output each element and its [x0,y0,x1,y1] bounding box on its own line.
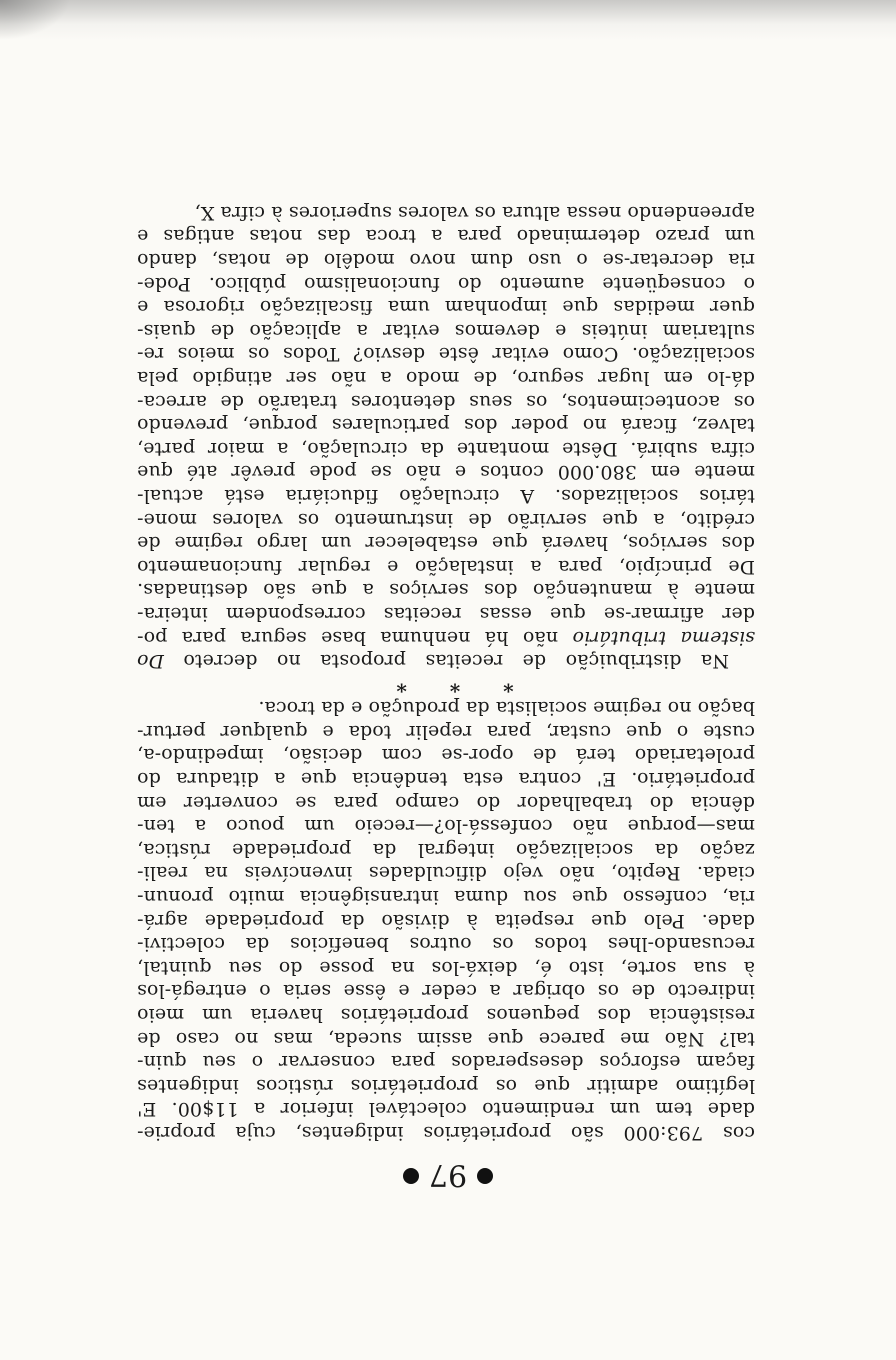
text-line: mente à manutenção dos serviços a que são destinadas. [137,579,755,602]
text-line: resistência dos pequenos proprietários haveria um meio [137,1004,755,1027]
text-line: zação da socialização integral da propriedade rústica, [137,838,755,861]
body-text [137,200,755,1144]
text-line: mas—porque não confessá-lo?—receio um pouco a ten- [137,815,755,838]
section-separator: * * * [378,672,514,697]
text-line [137,625,755,649]
text-line: dade tem um rendimento colectável inferior a 11$00. E' [137,1098,755,1121]
text-line: socialização. Como evitar êste desvio? Todos os meios re- [137,343,755,366]
text-line: talvez, ficará no poder dos particulares porque, prevendo [137,414,755,437]
text-line: ria, confesso que sou duma intransigência muito pronun- [137,886,755,909]
text-line [137,649,755,673]
text-line: dá-lo em lugar seguro, de modo a não ser atingido pela [137,367,755,389]
text-line: sultariam inúteis e devemos evitar a aplicação de quais- [137,319,755,342]
text-line: proprietário. E' contra esta tendência que a ditadura do [137,768,755,791]
text-line: der afirmar-se que essas receitas correspondem inteira- [137,602,755,625]
text-line: tários socializados. A circulação fiduciária está actual- [137,484,755,507]
text-line: ciada. Repito, não vejo dificuldades invencíveis na reali- [137,862,755,885]
text-run: Na distribuição de receitas proposta no decreto [163,650,729,673]
bullet-left-icon [477,1168,493,1184]
text-line: recusando-lhes todos os outros benefícios da colectivi- [137,933,755,956]
text-line: façam esforços desesperados para conservar o seu quin- [137,1051,755,1074]
text-line: tal? Não me parece que assim suceda, mas no caso de [137,1027,755,1050]
text-line: legítimo admitir que os proprietários rústicos indigentes [137,1074,755,1097]
text-line: De princípio, para a instalação e regular funcionamento [137,555,755,578]
text-line: à sua sorte, isto é, deixá-los na posse do seu quintal, [137,956,755,979]
page-header [0,1159,896,1190]
text-run: não há nenhuma base segura para po- [137,626,573,649]
text-line: bação no regime socialista da produção e da troca. [258,697,755,720]
text-line: crédito, a que servirão de instrumento os valores mone- [137,508,755,531]
text-line: os acontecimentos, os seus detentores tratarão de arreca- [137,390,755,413]
text-run-italic: sistema tributário [572,626,755,649]
text-line: cos 793:000 são proprietários indigentes, cuja proprie- [137,1122,755,1144]
text-line: custe o que custar, para repelir toda e qualquer pertur- [137,720,755,743]
text-line: indirecto de os obrigar a ceder e êsse seria o entregá-los [137,980,755,1003]
text-line: apreendendo nessa altura os valores superiores à cifra X, [194,201,755,224]
text-line: cifra subirá. Dêste montante da circulação, a maior parte, [137,437,755,460]
text-line: dos serviços, haverá que estabelecer um largo regime de [137,532,755,555]
text-run-italic: Do [137,650,164,673]
text-line: mente em 380.000 contos e não se pode prevêr até que [137,461,755,484]
text-line: dade. Pelo que respeita à divisão da propriedade agrá- [137,909,755,932]
text-line: quer medidas que imponham uma fiscalização rigorosa e [137,296,755,319]
bullet-right-icon [403,1168,419,1184]
text-line: proletariado terá de opor-se com decisão, impedindo-a, [137,744,755,767]
text-line: dência do trabalhador do campo para se converter em [137,791,755,814]
page-number: 97 [428,1157,468,1192]
text-line: um prazo determinado para a troca das notas antigas e [137,225,755,248]
text-line: ria decretar-se o uso dum novo modêlo de notas, dando [137,249,755,272]
text-line: o conseqüente aumento do funcionalismo público. Pode- [137,272,755,295]
